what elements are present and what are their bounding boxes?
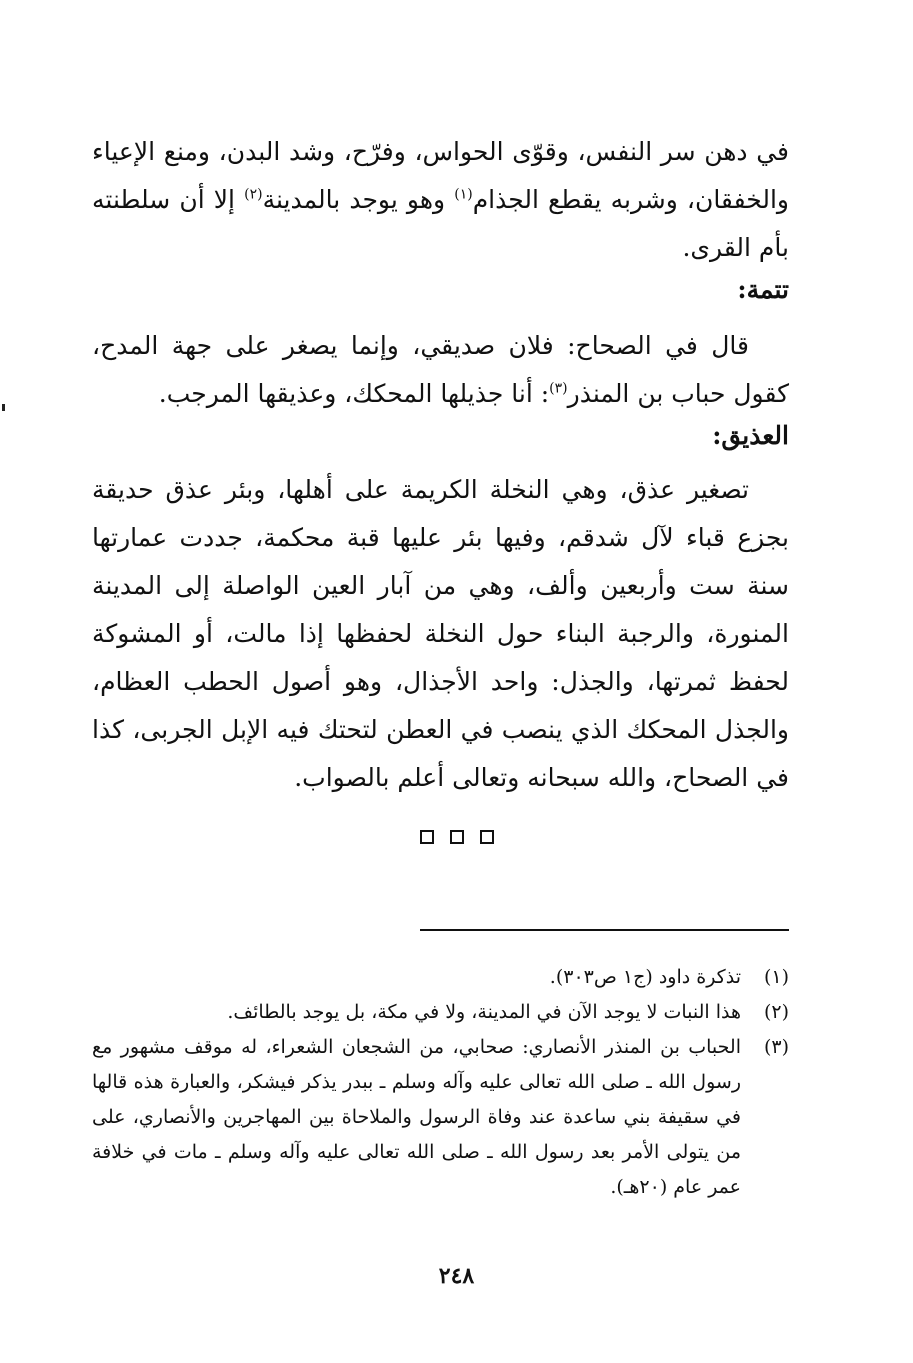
heading-al-udhayq: العذيق:: [712, 421, 789, 450]
paragraph-1-text-c: إلا أن سلطنته بأم القرى.: [92, 185, 789, 262]
footnotes-list: [92, 960, 789, 1205]
paragraph-1-text-a: في دهن سر النفس، وقوّى الحواس، وفرّح، وشد البدن، ومنع الإعياء والخفقان، وشربه يقطع الجذام: [92, 137, 789, 214]
paragraph-1: [92, 128, 789, 272]
paragraph-2-text-a: قال في الصحاح: فلان صديقي، وإنما يصغر على جهة المدح، كقول حباب بن المنذر: [92, 331, 789, 408]
footnote-ref-3: (٣): [549, 380, 568, 397]
paragraph-3: تصغير عذق، وهي النخلة الكريمة على أهلها، وبئر عذق حديقة بجزع قباء لآل شدقم، وفيها بئر عليها قبة محكمة، جددت عمارتها سنة ست وأربعين وألف، وهي من آبار العين الواصلة إلى المدينة المنورة، والرجبة البناء حول النخلة لحفظها إذا مالت، أو المشوكة لحفظ ثمرتها، والجذل: واحد الأجذال، وهو أصول الحطب العظام، والجذل المحكك الذي ينصب في العطن لتحتك فيه الإبل الجربى، كذا في الصحاح، والله سبحانه وتعالى أعلم بالصواب.: [92, 475, 790, 792]
separator-square-icon: [450, 830, 464, 844]
section-separator: [0, 830, 913, 844]
page-number: ٢٤٨: [438, 1263, 475, 1289]
separator-square-icon: [420, 830, 434, 844]
footnote-text: تذكرة داود (ج١ ص٣٠٣).: [549, 966, 741, 988]
paragraph-2-text-b: : أنا جذيلها المحكك، وعذيقها المرجب.: [158, 379, 550, 408]
paragraph-1-text-b: وهو يوجد بالمدينة: [262, 185, 455, 214]
footnote-number: (١): [763, 966, 789, 988]
scan-edge-mark: [2, 404, 5, 411]
separator-square-icon: [480, 830, 494, 844]
footnote-ref-1: (١): [454, 186, 473, 203]
footnote-number: (٣): [763, 1036, 789, 1058]
footnote-divider: [420, 929, 789, 931]
footnote-ref-2: (٢): [244, 186, 263, 203]
footnote-text: الحباب بن المنذر الأنصاري: صحابي، من الشجعان الشعراء، له موقف مشهور مع رسول الله ـ صلى الله تعالى عليه وآله وسلم ـ ببدر يذكر فيشكر، والعبارة هذه قالها في سقيفة بني ساعدة عند وفاة الرسول والملاحاة بين المهاجرين والأنصاري، على من يتولى الأمر بعد رسول الله ـ صلى الله تعالى عليه وآله وسلم ـ مات في خلافة عمر عام (٢٠هـ).: [92, 1036, 741, 1198]
heading-tatimma: تتمة:: [737, 275, 789, 304]
footnote-item: [92, 995, 789, 1030]
paragraph-2: [92, 322, 789, 418]
footnote-item: [92, 960, 789, 995]
footnote-item: [92, 1030, 789, 1205]
footnote-text: هذا النبات لا يوجد الآن في المدينة، ولا في مكة، بل يوجد بالطائف.: [227, 1001, 741, 1023]
footnote-number: (٢): [763, 1001, 789, 1023]
